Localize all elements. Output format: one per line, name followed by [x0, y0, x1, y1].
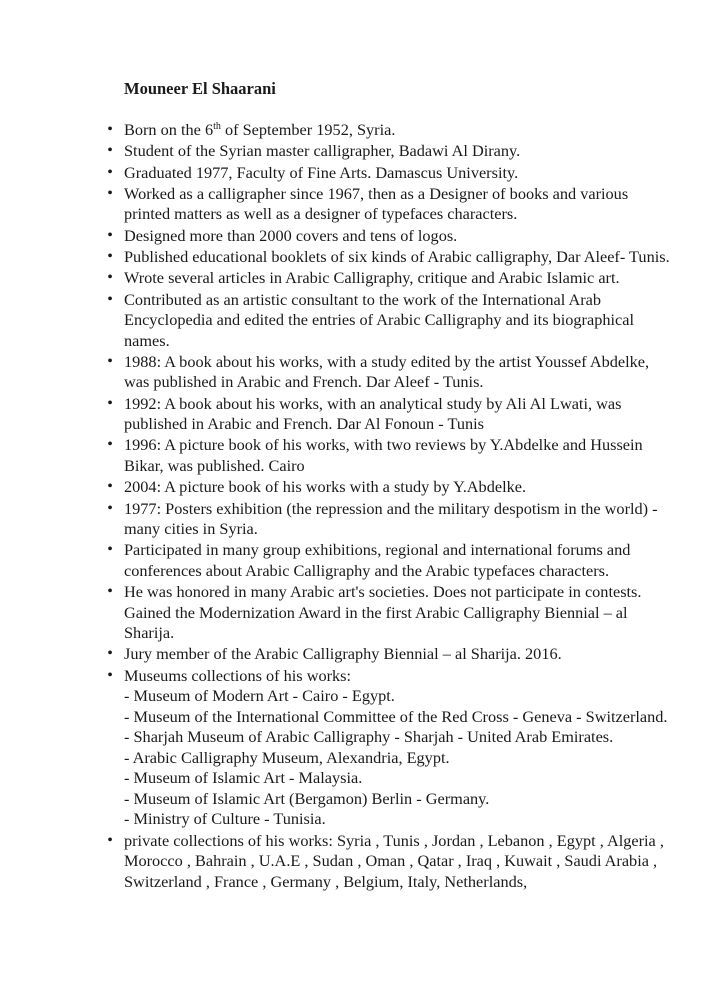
- museum-item: - Sharjah Museum of Arabic Calligraphy - Sharjah - United Arab Emirates.: [124, 727, 614, 747]
- museum-item: - Ministry of Culture - Tunisia.: [124, 809, 326, 829]
- museum-item: - Museum of the International Committee of the Red Cross - Geneva - Switzerland.: [124, 706, 668, 726]
- list-item: • 1992: A book about his works, with an analytical study by Ali Al Lwati, was published in Arabic and French. Dar Al Fonoun - Tunis: [0, 394, 705, 435]
- list-item: • 2004: A picture book of his works with a study by Y.Abdelke.: [0, 477, 705, 498]
- bullet-icon: •: [107, 831, 113, 849]
- bullet-icon: •: [107, 583, 113, 601]
- list-item: • Wrote several articles in Arabic Calligraphy, critique and Arabic Islamic art.: [0, 268, 705, 289]
- list-item: • 1988: A book about his works, with a study edited by the artist Youssef Abdelke, was published in Arabic and French. Dar Aleef - Tunis.: [0, 352, 705, 393]
- museum-list: [124, 686, 675, 830]
- museum-item: - Museum of Islamic Art - Malaysia.: [124, 768, 363, 788]
- list-item: • Born on the 6th of September 1952, Syria.: [0, 120, 705, 141]
- bullet-icon: •: [107, 184, 113, 202]
- list-item: • Worked as a calligrapher since 1967, then as a Designer of books and various printed matters as well as a designer of typefaces characters.: [0, 184, 705, 225]
- museum-item: - Museum of Islamic Art (Bergamon) Berlin - Germany.: [124, 788, 490, 808]
- list-item: • 1977: Posters exhibition (the repression and the military despotism in the world) - many cities in Syria.: [0, 499, 705, 540]
- bullet-icon: •: [107, 121, 113, 138]
- list-item: • Contributed as an artistic consultant to the work of the International Arab Encyclopedia and edited the entries of Arabic Calligraphy and its biographical names.: [0, 290, 705, 352]
- bullet-icon: •: [107, 352, 113, 370]
- list-item: • 1996: A picture book of his works, with two reviews by Y.Abdelke and Hussein Bikar, was published. Cairo: [0, 435, 705, 476]
- museum-item: - Arabic Calligraphy Museum, Alexandria, Egypt.: [124, 747, 450, 767]
- bullet-icon: •: [107, 247, 113, 265]
- list-item: • Jury member of the Arabic Calligraphy Biennial – al Sharija. 2016.: [0, 644, 705, 665]
- bullet-icon: •: [107, 499, 113, 517]
- document-title: Mouneer El Shaarani: [124, 79, 276, 98]
- bullet-icon: •: [107, 436, 113, 454]
- museum-item: - Museum of Modern Art - Cairo - Egypt.: [124, 686, 395, 706]
- list-item: • Graduated 1977, Faculty of Fine Arts. Damascus University.: [0, 163, 705, 184]
- bullet-icon: •: [107, 541, 113, 559]
- list-item-museums: • Museums collections of his works: - Museum of Modern Art - Cairo - Egypt. - Museum of the International Committee of the Red Cross - Geneva - Switzerland. - Sharjah Museum of Arabic Calligraphy - Sharjah - United Arab Emirates. - Arabic Calligraphy Museum, Alexandria, Egypt. - Museum of Islamic Art - Malaysia. - Museum of Islamic Art (Bergamon) Berlin - Germany. - Ministry of Culture - Tunisia.: [0, 666, 705, 830]
- list-item: • private collections of his works: Syria , Tunis , Jordan , Lebanon , Egypt , Algeria , Morocco , Bahrain , U.A.E , Sudan , Oman , Qatar , Iraq , Kuwait , Saudi Arabia , Switzerland , France , Germany , Belgium, Italy, Netherlands,: [0, 831, 705, 893]
- bullet-icon: •: [107, 269, 113, 287]
- bullet-icon: •: [107, 290, 113, 308]
- biography-list: [0, 120, 705, 893]
- bullet-icon: •: [107, 226, 113, 244]
- bullet-icon: •: [107, 645, 113, 663]
- list-item: • Designed more than 2000 covers and tens of logos.: [0, 226, 705, 247]
- bullet-icon: •: [107, 163, 113, 181]
- bullet-icon: •: [107, 394, 113, 412]
- list-item: • Student of the Syrian master calligrapher, Badawi Al Dirany.: [0, 141, 705, 162]
- bullet-icon: •: [107, 478, 113, 496]
- list-item: • Published educational booklets of six kinds of Arabic calligraphy, Dar Aleef- Tunis.: [0, 247, 705, 268]
- bullet-icon: •: [107, 666, 113, 684]
- bullet-icon: •: [107, 142, 113, 160]
- list-item: • He was honored in many Arabic art's societies. Does not participate in contests. Gained the Modernization Award in the first Arabic Calligraphy Biennial – al Sharija.: [0, 582, 705, 644]
- list-item: • Participated in many group exhibitions, regional and international forums and conferences about Arabic Calligraphy and the Arabic typefaces characters.: [0, 540, 705, 581]
